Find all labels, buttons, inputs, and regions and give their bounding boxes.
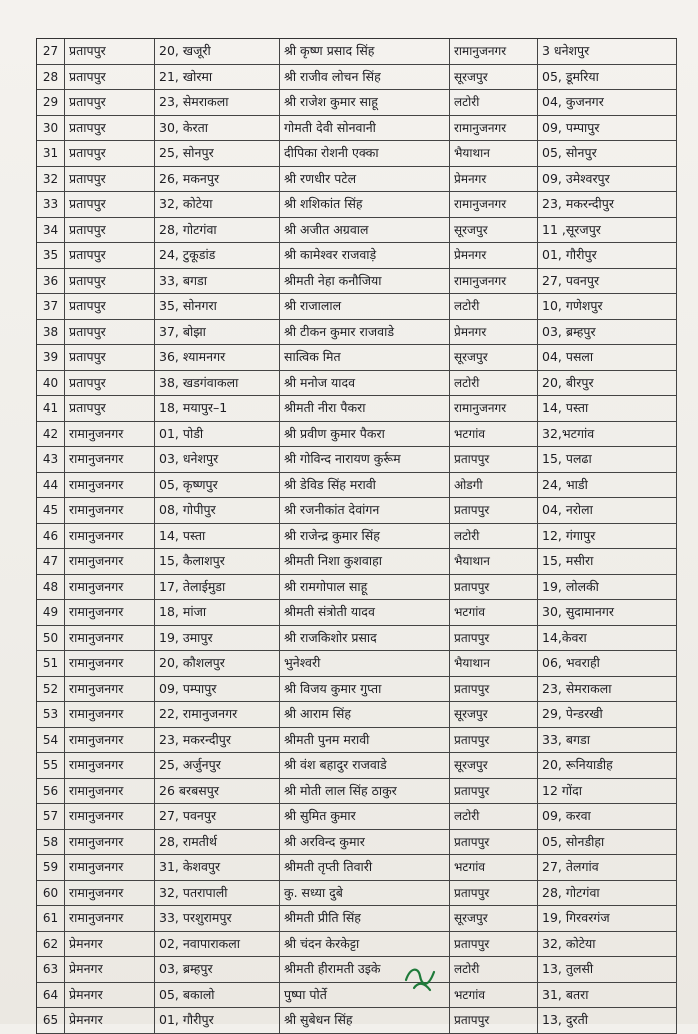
table-cell: भटगांव (450, 600, 538, 625)
table-cell: श्रीमती हीरामती उइके (280, 957, 450, 982)
table-cell: 28, गोटगंवा (538, 881, 677, 906)
table-cell: श्री रामगोपाल साहू (280, 575, 450, 600)
table-cell: 59 (37, 855, 65, 880)
table-cell: भैयाथान (450, 141, 538, 166)
table-cell: 04, पसला (538, 345, 677, 370)
table-cell: 31, बतरा (538, 983, 677, 1008)
table-cell: श्री अरविन्द कुमार (280, 830, 450, 855)
table-cell: रामानुजनगर (65, 524, 155, 549)
table-row (37, 473, 677, 499)
table-row (37, 677, 677, 703)
table-cell: रामानुजनगर (450, 39, 538, 64)
table-cell: 62 (37, 932, 65, 957)
table-row (37, 524, 677, 550)
table-cell: 04, कुजनगर (538, 90, 677, 115)
table-cell: रामानुजनगर (65, 779, 155, 804)
table-cell: 29, पेन्डरखी (538, 702, 677, 727)
table-cell: सूरजपुर (450, 906, 538, 931)
table-cell: श्री मनोज यादव (280, 371, 450, 396)
table-cell: 27, पवनपुर (155, 804, 280, 829)
table-cell: 31, केशवपुर (155, 855, 280, 880)
table-cell: 19, उमापुर (155, 626, 280, 651)
table-cell: 40 (37, 371, 65, 396)
table-cell: प्रतापपुर (450, 1008, 538, 1033)
table-cell: रामानुजनगर (65, 881, 155, 906)
table-cell: 24, भाडी (538, 473, 677, 498)
table-cell: 64 (37, 983, 65, 1008)
table-cell: 03, ब्रम्हपुर (155, 957, 280, 982)
table-cell: 47 (37, 549, 65, 574)
table-cell: 3 धनेशपुर (538, 39, 677, 64)
table-cell: प्रतापपुर (65, 167, 155, 192)
table-cell: 23, सेमराकला (155, 90, 280, 115)
table-cell: पुष्पा पोर्ते (280, 983, 450, 1008)
table-cell: प्रतापपुर (65, 192, 155, 217)
table-cell: 14, पस्ता (538, 396, 677, 421)
table-cell: 37, बोझा (155, 320, 280, 345)
table-cell: 20, कौशलपुर (155, 651, 280, 676)
table-cell: श्री प्रवीण कुमार पैकरा (280, 422, 450, 447)
table-cell: श्रीमती नीरा पैकरा (280, 396, 450, 421)
table-row (37, 447, 677, 473)
table-cell: 36, श्यामनगर (155, 345, 280, 370)
table-cell: 41 (37, 396, 65, 421)
table-row (37, 218, 677, 244)
signature-mark (400, 958, 440, 998)
table-cell: रामानुजनगर (65, 626, 155, 651)
table-cell: सूरजपुर (450, 753, 538, 778)
table-cell: 58 (37, 830, 65, 855)
table-cell: 32, कोटेया (538, 932, 677, 957)
table-cell: श्री सुमित कुमार (280, 804, 450, 829)
table-row (37, 167, 677, 193)
table-cell: 44 (37, 473, 65, 498)
table-cell: 33, परशुरामपुर (155, 906, 280, 931)
table-cell: दीपिका रोशनी एक्का (280, 141, 450, 166)
table-cell: प्रतापपुर (65, 218, 155, 243)
table-cell: 65 (37, 1008, 65, 1033)
table-cell: भटगांव (450, 983, 538, 1008)
table-cell: रामानुजनगर (65, 804, 155, 829)
table-cell: प्रतापपुर (65, 396, 155, 421)
table-cell: रामानुजनगर (65, 651, 155, 676)
table-cell: 27 (37, 39, 65, 64)
table-cell: 61 (37, 906, 65, 931)
table-cell: 09, करवा (538, 804, 677, 829)
table-cell: प्रतापपुर (450, 626, 538, 651)
table-cell: रामानुजनगर (65, 498, 155, 523)
table-cell: 35, सोनगरा (155, 294, 280, 319)
table-row (37, 702, 677, 728)
table-row (37, 906, 677, 932)
table-cell: श्रीमती पुनम मरावी (280, 728, 450, 753)
table-cell: सूरजपुर (450, 65, 538, 90)
table-cell: श्री विजय कुमार गुप्ता (280, 677, 450, 702)
table-cell: 51 (37, 651, 65, 676)
table-row (37, 116, 677, 142)
table-row (37, 1008, 677, 1034)
table-row (37, 345, 677, 371)
table-cell: भटगांव (450, 422, 538, 447)
table-cell: 38 (37, 320, 65, 345)
table-cell: लटोरी (450, 294, 538, 319)
table-cell: ओडगी (450, 473, 538, 498)
table-cell: 10, गणेशपुर (538, 294, 677, 319)
table-row (37, 651, 677, 677)
table-row (37, 243, 677, 269)
table-cell: 18, मांजा (155, 600, 280, 625)
table-cell: प्रतापपुर (65, 90, 155, 115)
table-cell: 26, मकनपुर (155, 167, 280, 192)
table-cell: श्री रजनीकांत देवांगन (280, 498, 450, 523)
table-cell: श्री गोविन्द नारायण कुर्रूम (280, 447, 450, 472)
table-cell: 05, कृष्णपुर (155, 473, 280, 498)
table-cell: कु. सध्या दुबे (280, 881, 450, 906)
table-row (37, 575, 677, 601)
table-cell: 19, गिरवरगंज (538, 906, 677, 931)
table-cell: 17, तेलाईमुडा (155, 575, 280, 600)
table-cell: प्रतापपुर (65, 141, 155, 166)
table-cell: 13, दुरती (538, 1008, 677, 1033)
table-cell: 23, मकरन्दीपुर (155, 728, 280, 753)
table-cell: श्री राजेन्द्र कुमार सिंह (280, 524, 450, 549)
table-cell: 49 (37, 600, 65, 625)
table-cell: श्री सुबेधन सिंह (280, 1008, 450, 1033)
table-row (37, 753, 677, 779)
table-cell: 34 (37, 218, 65, 243)
table-cell: 15, कैलाशपुर (155, 549, 280, 574)
table-cell: 54 (37, 728, 65, 753)
table-cell: लटोरी (450, 371, 538, 396)
table-cell: लटोरी (450, 90, 538, 115)
table-cell: 26 बरबसपुर (155, 779, 280, 804)
table-cell: सूरजपुर (450, 218, 538, 243)
table-cell: श्रीमती निशा कुशवाहा (280, 549, 450, 574)
table-cell: श्री रणधीर पटेल (280, 167, 450, 192)
table-row (37, 396, 677, 422)
table-cell: 14, पस्ता (155, 524, 280, 549)
table-cell: 20, खजूरी (155, 39, 280, 64)
table-cell: रामानुजनगर (450, 269, 538, 294)
table-row (37, 957, 677, 983)
table-cell: प्रतापपुर (65, 294, 155, 319)
table-cell: 30, सुदामानगर (538, 600, 677, 625)
table-cell: प्रेमनगर (450, 320, 538, 345)
table-cell: 28, रामतीर्थ (155, 830, 280, 855)
table-cell: 36 (37, 269, 65, 294)
table-cell: प्रतापपुर (450, 779, 538, 804)
table-cell: 12, गंगापुर (538, 524, 677, 549)
table-cell: 27, तेलगांव (538, 855, 677, 880)
table-cell: श्री कामेश्वर राजवाड़े (280, 243, 450, 268)
table-cell: 01, गौरीपुर (538, 243, 677, 268)
table-cell: 14,केवरा (538, 626, 677, 651)
table-row (37, 600, 677, 626)
table-cell: प्रतापपुर (450, 498, 538, 523)
table-cell: प्रेमनगर (450, 167, 538, 192)
table-cell: 39 (37, 345, 65, 370)
table-row (37, 804, 677, 830)
table-cell: प्रेमनगर (65, 983, 155, 1008)
table-cell: श्री टीकन कुमार राजवाडे (280, 320, 450, 345)
table-row (37, 855, 677, 881)
table-row (37, 141, 677, 167)
table-cell: प्रतापपुर (450, 728, 538, 753)
table-cell: 55 (37, 753, 65, 778)
table-cell: रामानुजनगर (450, 192, 538, 217)
table-cell: प्रतापपुर (450, 575, 538, 600)
table-cell: 48 (37, 575, 65, 600)
table-cell: प्रतापपुर (450, 932, 538, 957)
table-cell: प्रतापपुर (65, 269, 155, 294)
table-cell: लटोरी (450, 957, 538, 982)
table-cell: रामानुजनगर (65, 422, 155, 447)
table-cell: रामानुजनगर (450, 116, 538, 141)
table-cell: 33, बगडा (155, 269, 280, 294)
table-cell: 27, पवनपुर (538, 269, 677, 294)
table-cell: 23, सेमराकला (538, 677, 677, 702)
table-cell: 57 (37, 804, 65, 829)
table-cell: 32, पतरापाली (155, 881, 280, 906)
table-cell: रामानुजनगर (450, 396, 538, 421)
table-row (37, 779, 677, 805)
table-cell: श्री मोती लाल सिंह ठाकुर (280, 779, 450, 804)
table-cell: श्री कृष्ण प्रसाद सिंह (280, 39, 450, 64)
table-cell: 60 (37, 881, 65, 906)
table-cell: भुनेश्वरी (280, 651, 450, 676)
table-cell: 31 (37, 141, 65, 166)
table-cell: 45 (37, 498, 65, 523)
table-row (37, 728, 677, 754)
table-cell: प्रतापपुर (65, 320, 155, 345)
table-cell: रामानुजनगर (65, 702, 155, 727)
table-cell: 35 (37, 243, 65, 268)
table-cell: 29 (37, 90, 65, 115)
table-cell: 09, उमेश्वरपुर (538, 167, 677, 192)
table-cell: श्री आराम सिंह (280, 702, 450, 727)
table-cell: 18, मयापुर–1 (155, 396, 280, 421)
table-cell: 03, ब्रम्हपुर (538, 320, 677, 345)
table-cell: 56 (37, 779, 65, 804)
table-cell: 15, पलढा (538, 447, 677, 472)
table-cell: 04, नरोला (538, 498, 677, 523)
table-cell: सात्विक मित (280, 345, 450, 370)
table-cell: रामानुजनगर (65, 549, 155, 574)
table-cell: 28, गोटगंवा (155, 218, 280, 243)
table-cell: प्रेमनगर (65, 957, 155, 982)
table-cell: रामानुजनगर (65, 575, 155, 600)
table-cell: भैयाथान (450, 651, 538, 676)
table-cell: 02, नवापाराकला (155, 932, 280, 957)
table-cell: रामानुजनगर (65, 473, 155, 498)
table-row (37, 371, 677, 397)
table-cell: 63 (37, 957, 65, 982)
table-cell: 09, पम्पापुर (155, 677, 280, 702)
table-row (37, 549, 677, 575)
table-row (37, 39, 677, 65)
table-cell: श्री राजकिशोर प्रसाद (280, 626, 450, 651)
table-cell: प्रतापपुर (65, 371, 155, 396)
table-cell: रामानुजनगर (65, 855, 155, 880)
table-cell: 13, तुलसी (538, 957, 677, 982)
table-cell: प्रेमनगर (65, 1008, 155, 1033)
table-cell: 25, अर्जुनपुर (155, 753, 280, 778)
table-cell: लटोरी (450, 804, 538, 829)
table-cell: सूरजपुर (450, 702, 538, 727)
table-cell: श्रीमती संत्रोती यादव (280, 600, 450, 625)
table-cell: प्रतापपुर (65, 345, 155, 370)
table-cell: 25, सोनपुर (155, 141, 280, 166)
table-row (37, 626, 677, 652)
table-row (37, 422, 677, 448)
table-cell: 43 (37, 447, 65, 472)
table-row (37, 320, 677, 346)
table-cell: 30 (37, 116, 65, 141)
table-cell: रामानुजनगर (65, 677, 155, 702)
table-cell: 23, मकरन्दीपुर (538, 192, 677, 217)
table-cell: रामानुजनगर (65, 830, 155, 855)
table-cell: 38, खडगंवाकला (155, 371, 280, 396)
table-row (37, 90, 677, 116)
table-cell: 50 (37, 626, 65, 651)
table-cell: 30, केरता (155, 116, 280, 141)
table-row (37, 983, 677, 1009)
table-cell: 21, खोरमा (155, 65, 280, 90)
table-cell: 42 (37, 422, 65, 447)
table-cell: 37 (37, 294, 65, 319)
table-cell: श्री वंश बहादुर राजवाडे (280, 753, 450, 778)
table-cell: भैयाथान (450, 549, 538, 574)
table-cell: रामानुजनगर (65, 906, 155, 931)
table-cell: श्रीमती तृप्ती तिवारी (280, 855, 450, 880)
table-cell: प्रतापपुर (65, 39, 155, 64)
table-cell: रामानुजनगर (65, 447, 155, 472)
table-cell: 20, बीरपुर (538, 371, 677, 396)
table-cell: 09, पम्पापुर (538, 116, 677, 141)
table-cell: श्री शशिकांत सिंह (280, 192, 450, 217)
table-cell: 46 (37, 524, 65, 549)
table-cell: 05, सोनडीहा (538, 830, 677, 855)
table-cell: 03, धनेशपुर (155, 447, 280, 472)
table-cell: 53 (37, 702, 65, 727)
table-cell: रामानुजनगर (65, 600, 155, 625)
table-row (37, 881, 677, 907)
table-cell: 01, गौरीपुर (155, 1008, 280, 1033)
table-cell: 19, लोलकी (538, 575, 677, 600)
table-row (37, 498, 677, 524)
table-row (37, 294, 677, 320)
table-cell: सूरजपुर (450, 345, 538, 370)
table-cell: श्रीमती नेहा कनौजिया (280, 269, 450, 294)
table-cell: 15, मसीरा (538, 549, 677, 574)
table-cell: श्री चंदन केरकेट्टा (280, 932, 450, 957)
table-cell: 12 गोंदा (538, 779, 677, 804)
table-cell: रामानुजनगर (65, 728, 155, 753)
table-cell: प्रतापपुर (450, 677, 538, 702)
table-cell: 01, पोडी (155, 422, 280, 447)
table-cell: भटगांव (450, 855, 538, 880)
table-cell: प्रतापपुर (65, 243, 155, 268)
table-cell: 05, बकालो (155, 983, 280, 1008)
table-cell: रामानुजनगर (65, 753, 155, 778)
table-cell: 32, कोटेया (155, 192, 280, 217)
table-cell: 52 (37, 677, 65, 702)
table-row (37, 65, 677, 91)
table-cell: प्रतापपुर (450, 830, 538, 855)
table-row (37, 830, 677, 856)
table-cell: श्री राजालाल (280, 294, 450, 319)
table-row (37, 192, 677, 218)
table-cell: 05, डूमरिया (538, 65, 677, 90)
table-cell: प्रतापपुर (450, 447, 538, 472)
table-cell: प्रतापपुर (65, 116, 155, 141)
table-cell: 32 (37, 167, 65, 192)
table-cell: प्रतापपुर (65, 65, 155, 90)
table-cell: 06, भवराही (538, 651, 677, 676)
table-cell: 28 (37, 65, 65, 90)
table-cell: 05, सोनपुर (538, 141, 677, 166)
table-cell: 20, रूनियाडीह (538, 753, 677, 778)
table-cell: 24, टुकूडांड (155, 243, 280, 268)
table-cell: श्री डेविड सिंह मरावी (280, 473, 450, 498)
table-cell: गोमती देवी सोनवानी (280, 116, 450, 141)
table-cell: श्री राजेश कुमार साहू (280, 90, 450, 115)
table-cell: 32,भटगांव (538, 422, 677, 447)
table-cell: 11 ,सूरजपुर (538, 218, 677, 243)
table-cell: प्रेमनगर (65, 932, 155, 957)
table-cell: 33, बगडा (538, 728, 677, 753)
table-cell: प्रेमनगर (450, 243, 538, 268)
table-cell: 33 (37, 192, 65, 217)
table-cell: श्री अजीत अग्रवाल (280, 218, 450, 243)
table-cell: श्रीमती प्रीति सिंह (280, 906, 450, 931)
table-row (37, 932, 677, 958)
table-cell: 08, गोपीपुर (155, 498, 280, 523)
table-cell: श्री राजीव लोचन सिंह (280, 65, 450, 90)
table-row (37, 269, 677, 295)
table-cell: प्रतापपुर (450, 881, 538, 906)
allocation-table (36, 38, 677, 1034)
table-cell: 22, रामानुजनगर (155, 702, 280, 727)
table-cell: लटोरी (450, 524, 538, 549)
